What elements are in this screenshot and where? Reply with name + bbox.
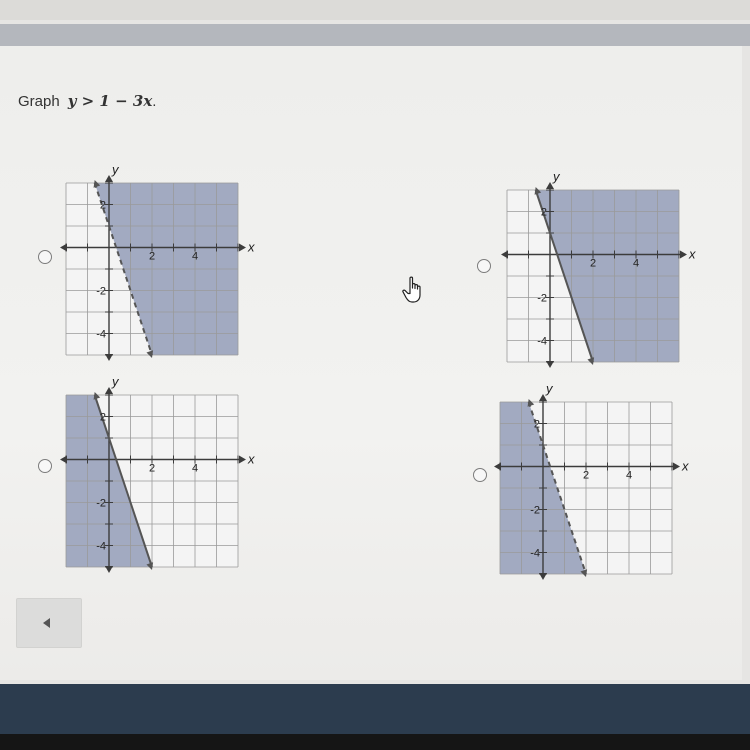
y-tick-label: 2 bbox=[540, 206, 547, 219]
triangle-left-icon bbox=[43, 618, 50, 628]
graph-option-a[interactable] bbox=[66, 162, 255, 355]
x-axis-label: x bbox=[248, 239, 255, 255]
y-axis-label: y bbox=[112, 374, 119, 389]
x-tick-label: 2 bbox=[148, 250, 156, 263]
y-axis-label: y bbox=[553, 169, 560, 184]
y-axis-label: y bbox=[112, 162, 119, 177]
x-tick-label: 4 bbox=[625, 469, 633, 482]
y-tick-label: -4 bbox=[96, 328, 106, 341]
y-tick-label: -2 bbox=[96, 285, 106, 298]
top-strip bbox=[0, 0, 750, 20]
graph-option-b[interactable] bbox=[507, 169, 696, 362]
question-prompt: Graph bbox=[18, 93, 60, 110]
graph-option-d[interactable] bbox=[500, 381, 689, 574]
question-end: . bbox=[152, 93, 157, 110]
bottom-edge bbox=[0, 734, 750, 750]
radio-option-c[interactable] bbox=[38, 459, 52, 473]
y-tick-label: -4 bbox=[537, 335, 547, 348]
y-tick-label: -4 bbox=[530, 547, 540, 560]
question-inequality: y > 1 − 3x bbox=[67, 92, 153, 110]
question-text bbox=[18, 92, 156, 110]
y-tick-label: -4 bbox=[96, 540, 106, 553]
x-axis-label: x bbox=[248, 451, 255, 467]
x-tick-label: 2 bbox=[148, 462, 156, 475]
y-tick-label: 2 bbox=[99, 411, 106, 424]
radio-option-a[interactable] bbox=[38, 250, 52, 264]
y-tick-label: -2 bbox=[96, 497, 106, 510]
hand-pointer-icon bbox=[401, 276, 427, 304]
x-tick-label: 2 bbox=[589, 257, 597, 270]
x-axis-label: x bbox=[689, 246, 696, 262]
back-button[interactable] bbox=[16, 598, 82, 648]
y-axis-label: y bbox=[546, 381, 553, 396]
y-tick-label: -2 bbox=[537, 292, 547, 305]
footer-bar bbox=[0, 684, 750, 734]
radio-option-d[interactable] bbox=[473, 468, 487, 482]
x-tick-label: 4 bbox=[191, 250, 199, 263]
x-tick-label: 2 bbox=[582, 469, 590, 482]
y-tick-label: 2 bbox=[533, 418, 540, 431]
y-tick-label: 2 bbox=[99, 199, 106, 212]
graph-option-c[interactable] bbox=[66, 374, 255, 567]
x-axis-label: x bbox=[682, 458, 689, 474]
question-panel bbox=[0, 46, 742, 680]
radio-option-b[interactable] bbox=[477, 259, 491, 273]
x-tick-label: 4 bbox=[632, 257, 640, 270]
y-tick-label: -2 bbox=[530, 504, 540, 517]
header-bar bbox=[0, 24, 750, 46]
x-tick-label: 4 bbox=[191, 462, 199, 475]
